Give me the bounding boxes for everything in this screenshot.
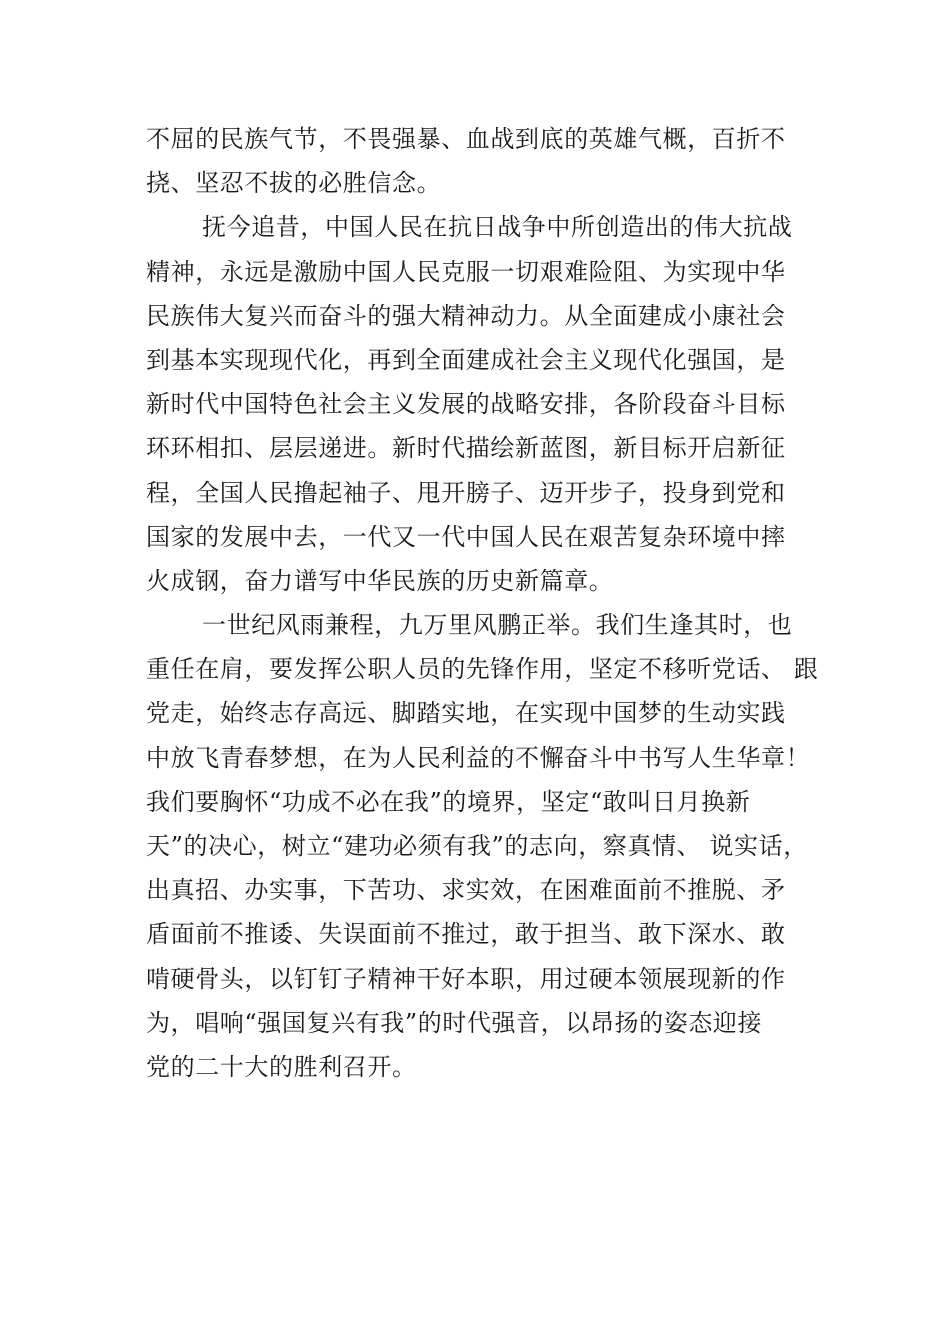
text-line: 党走，始终志存高远、脚踏实地，在实现中国梦的生动实践	[146, 699, 786, 728]
text-line: 天”的决心，树立“建功必须有我”的志向，察真情、 说实话，	[146, 832, 808, 860]
text-line: 精神，永远是激励中国人民克服一切艰难险阻、为实现中华	[146, 257, 786, 286]
text-line: 新时代中国特色社会主义发展的战略安排，各阶段奋斗目标	[146, 390, 786, 419]
text-line: 程，全国人民撸起袖子、甩开膀子、迈开步子，投身到党和	[146, 478, 786, 507]
text-line: 一世纪风雨兼程，九万里风鹏正举。我们生逢其时，也	[202, 611, 793, 640]
text-line: 不屈的民族气节，不畏强暴、血战到底的英雄气概，百折不	[146, 125, 786, 153]
text-line: 出真招、办实事，下苦功、求实效，在困难面前不推脱、矛	[146, 876, 786, 905]
text-line: 国家的发展中去，一代又一代中国人民在艰苦复杂环境中摔	[146, 522, 786, 551]
text-line: 中放飞青春梦想，在为人民利益的不懈奋斗中书写人生华章！	[146, 743, 811, 772]
paragraph	[146, 603, 819, 1089]
paragraph	[146, 117, 816, 205]
text-line: 重任在肩，要发挥公职人员的先锋作用，坚定不移听党话、 跟	[146, 655, 819, 684]
paragraph	[146, 205, 816, 603]
text-line: 啃硬骨头，以钉钉子精神干好本职，用过硬本领展现新的作	[146, 964, 786, 993]
text-line: 挠、坚忍不拔的必胜信念。	[146, 169, 442, 198]
text-line: 为，唱响“强国复兴有我”的时代强音，以昂扬的姿态迎接	[146, 1008, 763, 1037]
text-line: 环环相扣、层层递进。新时代描绘新蓝图，新目标开启新征	[146, 434, 786, 463]
document-body	[146, 117, 819, 1089]
text-line: 民族伟大复兴而奋斗的强大精神动力。从全面建成小康社会	[146, 301, 786, 330]
text-line: 我们要胸怀“功成不必在我”的境界，坚定“敢叫日月换新	[146, 787, 751, 816]
text-line: 抚今追昔，中国人民在抗日战争中所创造出的伟大抗战	[202, 213, 793, 242]
text-line: 火成钢，奋力谱写中华民族的历史新篇章。	[146, 566, 614, 595]
text-line: 到基本实现现代化，再到全面建成社会主义现代化强国，是	[146, 345, 786, 374]
text-line: 党的二十大的胜利召开。	[146, 1052, 417, 1081]
text-line: 盾面前不推诿、失误面前不推过，敢于担当、敢下深水、敢	[146, 920, 786, 949]
